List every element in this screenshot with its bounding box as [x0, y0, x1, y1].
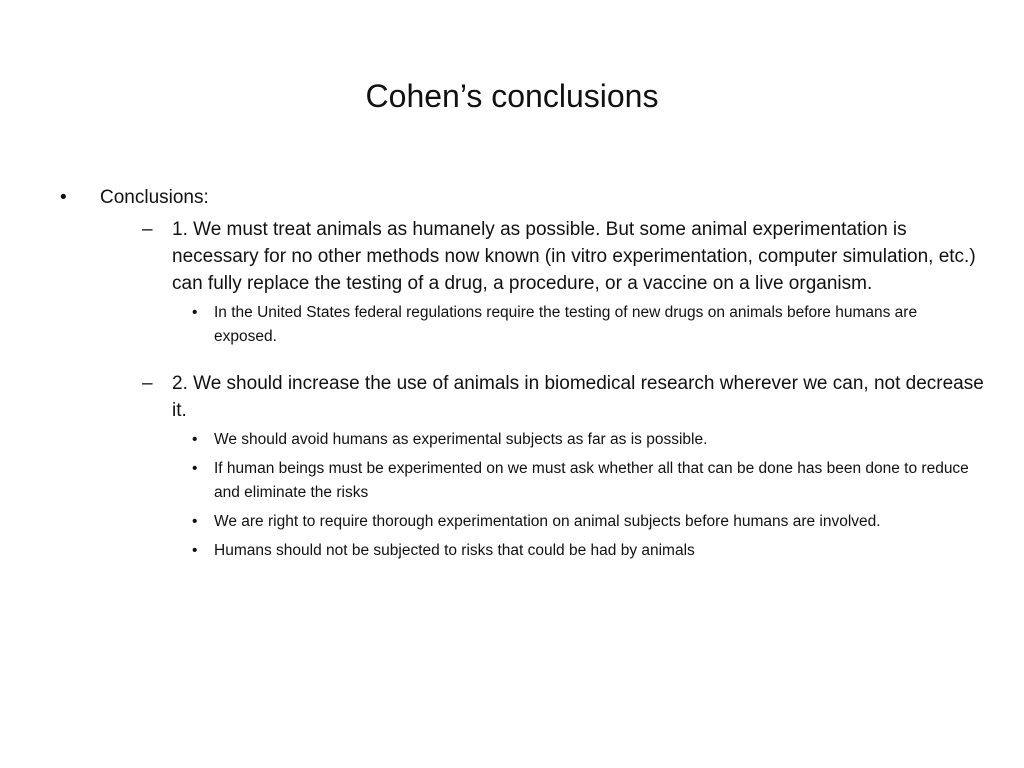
- bullet-marker: •: [192, 304, 198, 321]
- bullet-marker: •: [192, 542, 198, 559]
- subpoint-text: Humans should not be subjected to risks that could be had by animals: [214, 542, 695, 559]
- subpoint-text: We are right to require thorough experimentation on animal subjects before humans are involved.: [214, 513, 881, 530]
- subpoint-item: [190, 301, 960, 349]
- point-2-text: 2. We should increase the use of animals in biomedical research wherever we can, not decrease it.: [172, 373, 984, 421]
- point-1: [142, 216, 976, 297]
- dash-marker: –: [142, 373, 153, 394]
- subpoint-text: If human beings must be experimented on we must ask whether all that can be done has been done to reduce and eliminate the risks: [214, 460, 969, 501]
- bullet-marker: •: [192, 460, 198, 477]
- point-2-subpoints: [60, 428, 969, 563]
- bullet-marker: •: [60, 187, 67, 208]
- point-1-text: 1. We must treat animals as humanely as possible. But some animal experimentation is necessary for no other methods now known (in vitro experimentation, computer simulation, etc.) can fully replace the testing of a drug, a procedure, or a vaccine on a live organism.: [172, 219, 976, 294]
- point-1-subpoints: [60, 301, 960, 349]
- subpoint-item: [190, 428, 960, 452]
- bullet-marker: •: [192, 513, 198, 530]
- bullet-conclusions: [60, 182, 960, 214]
- slide-title: Cohen’s conclusions: [365, 78, 659, 114]
- subpoint-item: [190, 510, 960, 534]
- subpoint-text: We should avoid humans as experimental subjects as far as is possible.: [214, 431, 708, 448]
- bullet-marker: •: [192, 431, 198, 448]
- subpoint-text: In the United States federal regulations require the testing of new drugs on animals before humans are exposed.: [214, 304, 918, 345]
- point-2: [142, 370, 984, 424]
- slide-content: [60, 182, 984, 568]
- bullet-text: Conclusions:: [100, 187, 209, 208]
- spacer: [60, 354, 960, 368]
- subpoint-item: [190, 457, 969, 505]
- dash-marker: –: [142, 219, 153, 240]
- subpoint-item: [190, 539, 960, 563]
